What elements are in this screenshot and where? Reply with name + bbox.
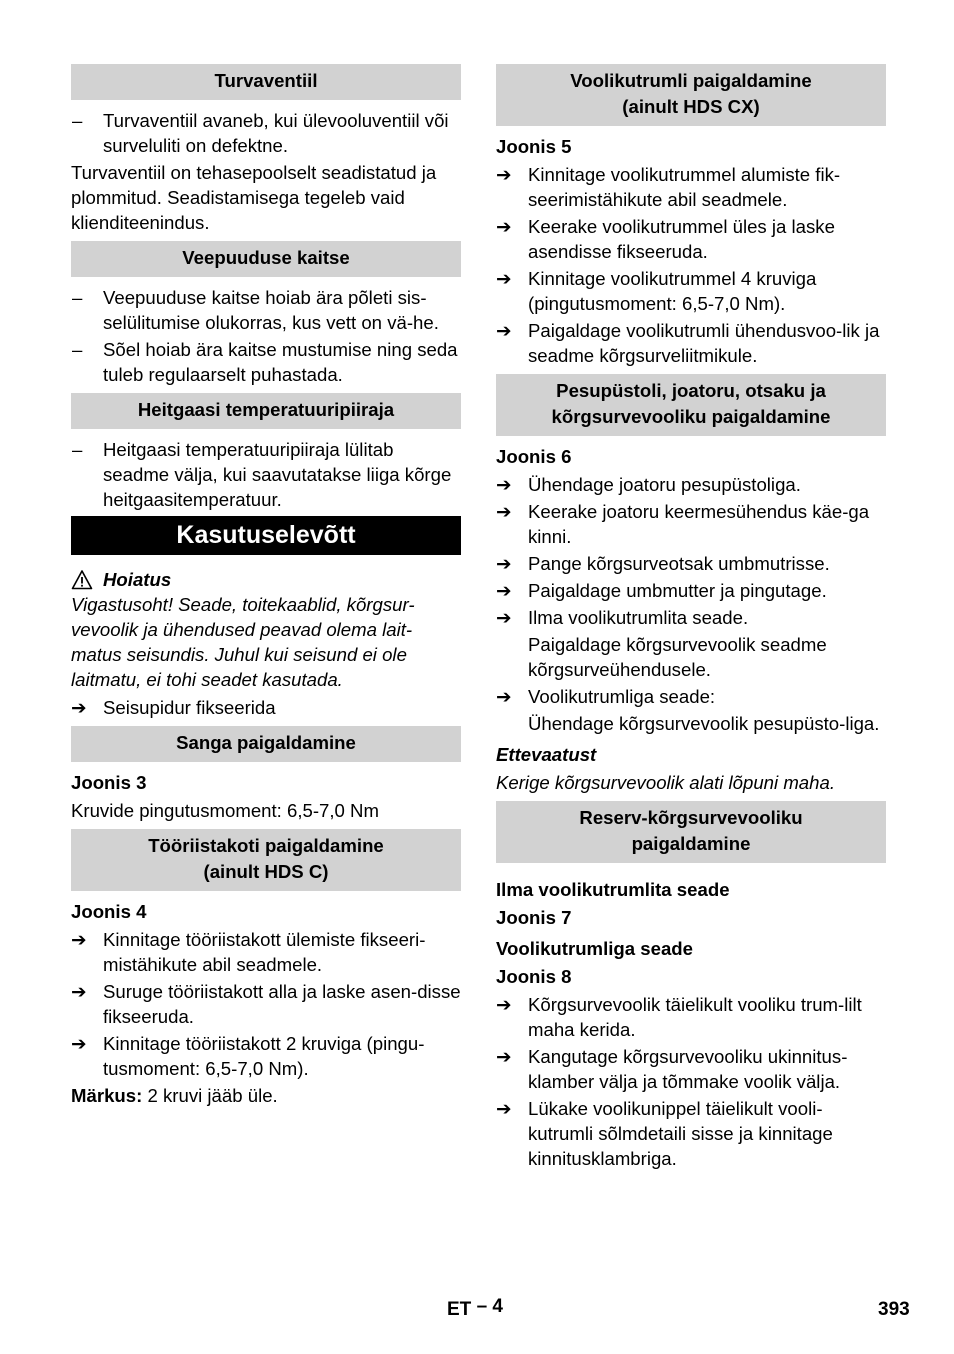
arrow-icon: ➔ [496, 686, 512, 707]
step-item: ➔ Kinnitage voolikutrummel alumiste fik-seerimistähikute abil seadmele. [496, 164, 841, 210]
dash-marker: – [72, 339, 83, 360]
step-item: ➔ Lükake voolikunippel täielikult vooli-kutrumli sõlmdetaili sisse ja kinnitage kinnitusklambriga. [496, 1098, 833, 1169]
caution-text: Kerige kõrgsurvevoolik alati lõpuni maha. [496, 772, 835, 793]
arrow-icon: ➔ [496, 268, 512, 289]
step-item: ➔ Kinnitage tööriistakott ülemiste fikseeri-mistähikute abil seadmele. [71, 929, 426, 975]
step-item: ➔ Keerake voolikutrummel üles ja laske asendisse fikseeruda. [496, 216, 835, 262]
step-continuation: Paigaldage kõrgsurvevoolik seadme kõrgsurveühendusele. [528, 634, 827, 680]
page-number: 393 [878, 1299, 910, 1320]
list-item: – Veepuuduse kaitse hoiab ära põleti sis-selülitumise olukorras, kus vett on vä-he. [72, 287, 439, 333]
subheading: Ilma voolikutrumlita seade [496, 879, 730, 900]
section-header-water-shortage: Veepuuduse kaitse [71, 241, 461, 277]
arrow-icon: ➔ [496, 1046, 512, 1067]
section-header-hose-drum: Voolikutrumli paigaldamine (ainult HDS CX) [496, 64, 886, 126]
arrow-icon: ➔ [496, 1098, 512, 1119]
arrow-icon: ➔ [496, 501, 512, 522]
section-header-spare-hose: Reserv-kõrgsurvevooliku paigaldamine [496, 801, 886, 863]
step-item: ➔ Ühendage joatoru pesupüstoliga. [496, 474, 801, 495]
arrow-icon: ➔ [71, 1033, 87, 1054]
section-header-tool-bag: Tööriistakoti paigaldamine (ainult HDS C) [71, 829, 461, 891]
paragraph: Kruvide pingutusmoment: 6,5-7,0 Nm [71, 800, 379, 821]
step-item: ➔ Ilma voolikutrumlita seade. [496, 607, 749, 628]
dash-marker: – [72, 110, 83, 131]
arrow-icon: ➔ [71, 929, 87, 950]
paragraph: Turvaventiil on tehasepoolselt seadistatud ja plommitud. Seadistamisega tegeleb vaid klienditeenindus. [71, 162, 437, 233]
figure-reference: Joonis 8 [496, 966, 572, 987]
caution-label: Ettevaatust [496, 744, 597, 765]
figure-reference: Joonis 5 [496, 136, 572, 157]
subheading: Voolikutrumliga seade [496, 938, 694, 959]
step-item: ➔ Kinnitage tööriistakott 2 kruviga (pingu-tusmoment: 6,5-7,0 Nm). [71, 1033, 425, 1079]
figure-reference: Joonis 3 [71, 772, 147, 793]
step-item: ➔ Seisupidur fikseerida [71, 697, 276, 718]
step-item: ➔ Keerake joatoru keermesühendus käe-ga kinni. [496, 501, 870, 547]
step-item: ➔ Paigaldage umbmutter ja pingutage. [496, 580, 827, 601]
step-item: ➔ Paigaldage voolikutrumli ühendusvoo-lik ja seadme kõrgsurveliitmikule. [496, 320, 880, 366]
arrow-icon: ➔ [71, 981, 87, 1002]
list-item: – Turvaventiil avaneb, kui ülevooluventiil või surveluliti on defektne. [72, 110, 449, 156]
arrow-icon: ➔ [71, 697, 87, 718]
figure-reference: Joonis 6 [496, 446, 572, 467]
step-item: ➔ Voolikutrumliga seade: [496, 686, 716, 707]
figure-reference: Joonis 4 [71, 901, 147, 922]
warning-text: Vigastusoht! Seade, toitekaablid, kõrgsur-vevoolik ja ühendused peavad olema lait-matus seisundis. Juhul kui seisund ei ole laitmatu, ei tohi seadet kasutada. [71, 594, 415, 690]
dash-marker: – [72, 439, 83, 460]
step-continuation: Ühendage kõrgsurvevoolik pesupüsto-liga. [528, 713, 880, 734]
arrow-icon: ➔ [496, 607, 512, 628]
step-item: ➔ Kinnitage voolikutrummel 4 kruviga (pingutusmoment: 6,5-7,0 Nm). [496, 268, 817, 314]
dash-marker: – [72, 287, 83, 308]
arrow-icon: ➔ [496, 553, 512, 574]
warning-triangle-icon [71, 569, 93, 591]
arrow-icon: ➔ [496, 164, 512, 185]
left-column [71, 64, 461, 1111]
step-item: ➔ Pange kõrgsurveotsak umbmutrisse. [496, 553, 830, 574]
section-header-gun-lance-nozzle: Pesupüstoli, joatoru, otsaku ja kõrgsurvevooliku paigaldamine [496, 374, 886, 436]
step-item: ➔ Kangutage kõrgsurvevooliku ukinnitus-klamber välja ja tõmmake voolik välja. [496, 1046, 848, 1092]
list-item: – Heitgaasi temperatuuripiiraja lülitab seadme välja, kui saavutatakse liiga kõrge heitgaasitemperatuur. [72, 439, 452, 510]
arrow-icon: ➔ [496, 474, 512, 495]
section-header-exhaust-limiter: Heitgaasi temperatuuripiiraja [71, 393, 461, 429]
step-item: ➔ Kõrgsurvevoolik täielikult vooliku trum-lilt maha kerida. [496, 994, 862, 1040]
arrow-icon: ➔ [496, 320, 512, 341]
section-header-safety-valve: Turvaventiil [71, 64, 461, 100]
warning-heading: Hoiatus [71, 567, 461, 592]
arrow-icon: ➔ [496, 580, 512, 601]
arrow-icon: ➔ [496, 994, 512, 1015]
chapter-title: Kasutuselevõtt [71, 516, 461, 555]
list-item: – Sõel hoiab ära kaitse mustumise ning seda tuleb regulaarselt puhastada. [72, 339, 458, 385]
note: Märkus: 2 kruvi jääb üle. [71, 1085, 278, 1106]
arrow-icon: ➔ [496, 216, 512, 237]
footer-local-page: ET – 4 [447, 1296, 503, 1320]
step-item: ➔ Suruge tööriistakott alla ja laske asen-disse fikseeruda. [71, 981, 461, 1027]
right-column [496, 64, 886, 1173]
figure-reference: Joonis 7 [496, 907, 572, 928]
section-header-handle: Sanga paigaldamine [71, 726, 461, 762]
